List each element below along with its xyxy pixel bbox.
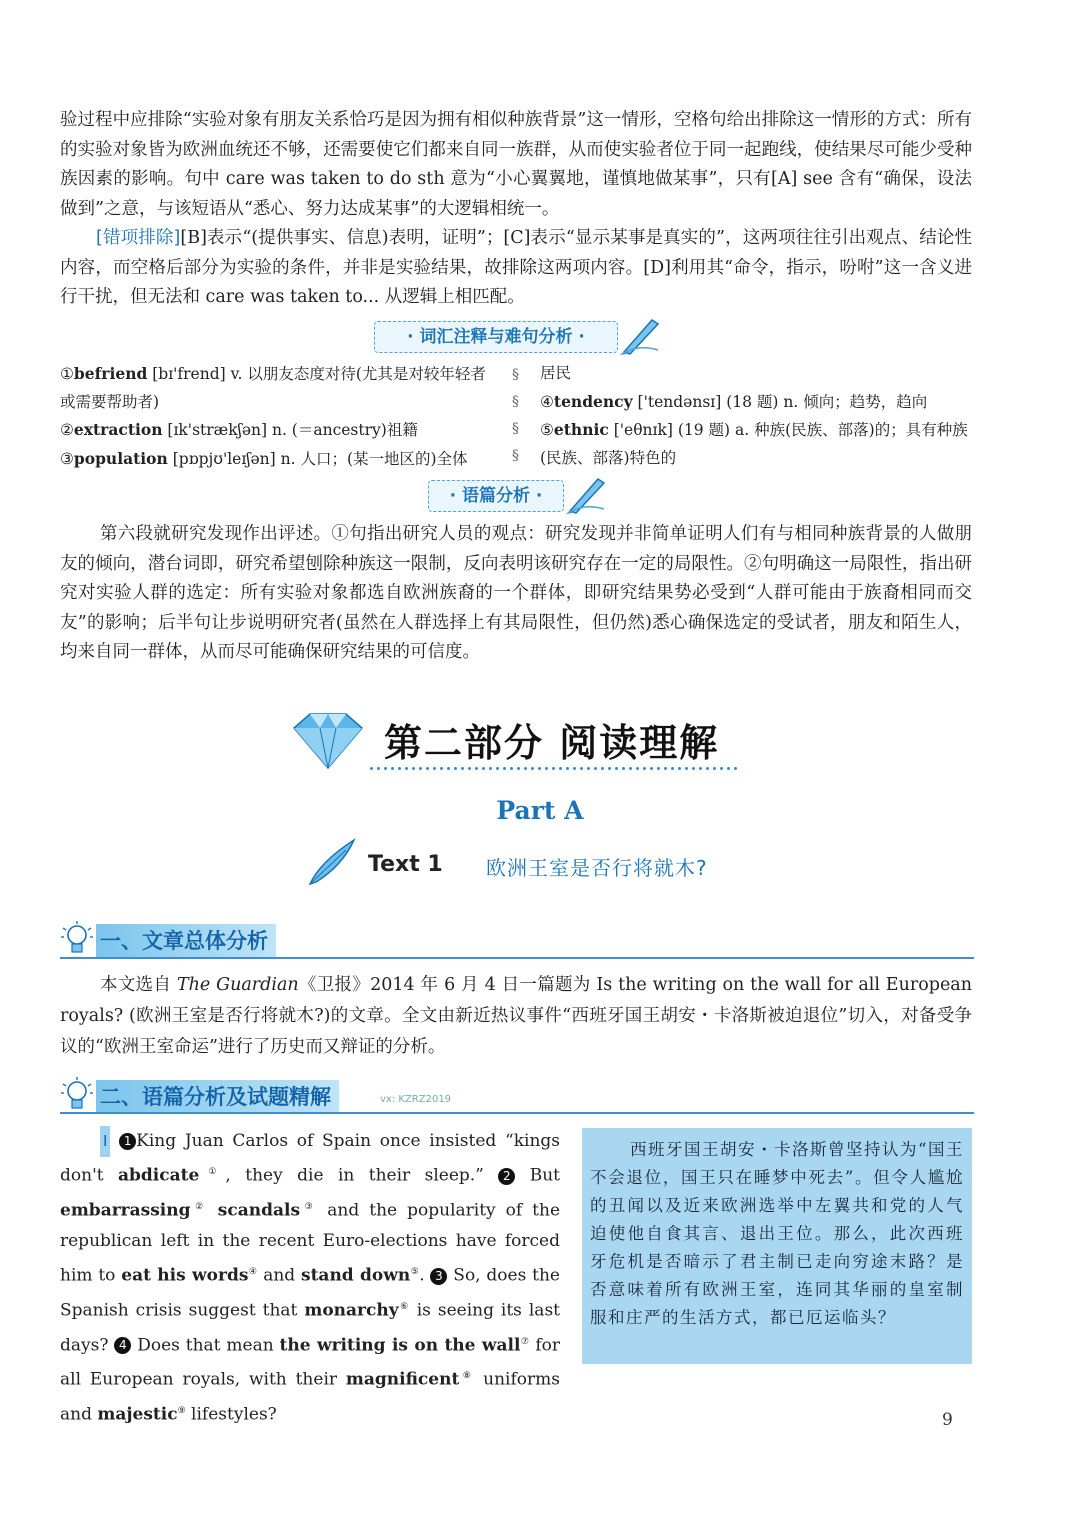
pen-icon [618,314,662,356]
section-heading-2: 二、语篇分析及试题精解 [96,1080,339,1114]
text-title: 欧洲王室是否行将就木? [486,856,708,880]
sentence-number: 2 [498,1168,515,1185]
discourse-heading: · 语篇分析 · [428,480,564,512]
intro-paragraph-2-text: [B]表示“(提供事实、信息)表明，证明”；[C]表示“显示某事是真实的”，这两项往往引出观点、结论性内容，而空格后部分为实验的条件，并非是实验结果，故排除这两项内容。[D]利用其“命令，指示，吩咐”这一含义进行干扰，但无法和 care was taken to... 从逻辑上相匹配。 [60,228,973,307]
pen-icon [564,473,608,515]
section-rule [60,1112,974,1114]
vocab-entry: ③population [pɒpjʊ'leɪʃən] n. 人口；(某一地区的)全体 [60,448,468,468]
paragraph-marker: Ⅰ [100,1126,110,1157]
section-heading-1: 一、文章总体分析 [96,924,276,958]
intro-paragraph-2 [60,224,972,313]
vocab-entry: ④tendency ['tendənsɪ] (18 题) n. 倾向；趋势，趋向 [540,391,928,411]
title-underline [368,766,740,771]
part-title: 第二部分 阅读理解 [384,721,720,765]
vocab-entry: ⑤ethnic ['eθnɪk] (19 题) a. 种族(民族、部落)的；具有种族(民族、部落)特色的 [540,420,968,467]
text-label: Text 1 [368,852,443,877]
vocab-entry: ①befriend [bɪ'frend] v. 以朋友态度对待(尤其是对较年轻者或需要帮助者) [60,364,486,411]
lightbulb-icon [60,1076,94,1114]
column-separator: § § § § [512,367,519,464]
discourse-paragraph: 第六段就研究发现作出评述。①句指出研究人员的观点：研究发现并非简单证明人们有与相同种族背景的人做朋友的倾向，潜台词即，研究希望刨除种族这一限制，反向表明该研究存在一定的局限性。②句明确这一局限性，指出研究对实验人群的选定：所有实验对象都选自欧洲族裔的一个群体，即研究结果势必受到“人群可能由于族裔相同而交友”的影响；后半句让步说明研究者(虽然在人群选择上有其局限性，但仍然)悉心确保选定的受试者，朋友和陌生人，均来自同一群体，从而尽可能确保研究结果的可信度。 [60,524,972,662]
section-1-paragraph: 本文选自 The Guardian《卫报》2014 年 6 月 4 日一篇题为 Is the writing on the wall for all European royals? (欧洲王室是否行将就木?)的文章。全文由新近热议事件“西班牙国王胡安・卡洛斯被迫退位”切入，对备受争议的“欧洲王室命运”进行了历史而又辩证的分析。 [60,975,973,1057]
translation-text: 西班牙国王胡安・卡洛斯曾坚持认为“国王不会退位，国王只在睡梦中死去”。但令人尴尬的丑闻以及近来欧洲选举中左翼共和党的人气迫使他自食其言、退出王位。那么，此次西班牙危机是否暗示了君主制已走向穷途末路？是否意味着所有欧洲王室，连同其华丽的皇室制服和庄严的生活方式，都已厄运临头？ [590,1140,964,1327]
section-rule [60,957,974,959]
sentence-number: 1 [119,1133,136,1150]
vocab-heading: · 词汇注释与难句分析 · [374,321,618,353]
page-number: 9 [942,1410,953,1430]
quill-icon [306,836,358,888]
translation-box [582,1128,972,1364]
intro-paragraph-1: 验过程中应排除“实验对象有朋友关系恰巧是因为拥有相似种族背景”这一情形，空格句给出排除这一情形的方式：所有的实验对象皆为欧洲血统还不够，还需要使它们都来自同一族群，从而使实验者位于同一起跑线，使结果尽可能少受种族因素的影响。句中 care was taken to do sth 意为“小心翼翼地，谨慎地做某事”，只有[A] see 含有“确保，设法做到”之意，与该短语从“悉心、努力达成某事”的大逻辑相统一。 [60,110,972,219]
part-subtitle: Part A [496,796,584,825]
sentence-number: 3 [430,1268,447,1285]
wrong-option-label: [错项排除] [96,228,181,248]
lightbulb-icon [60,920,94,958]
vocab-left-column [60,360,500,473]
sentence-number: 4 [114,1337,131,1354]
vocab-entry: ②extraction [ɪk'strækʃən] n. (＝ancestry)祖籍 [60,420,418,439]
diamond-icon [290,712,366,770]
vocab-entry: 居民 [540,364,572,382]
watermark-text: vx: KZRZ2019 [380,1094,452,1105]
english-passage: Ⅰ 1 King Juan Carlos of Spain once insisted “kings don't abdicate①, they die in their sleep.” 2 But embarrassing② scandals③ and the popularity of the republican left in the recent Euro-elections have forced him to eat his words④ and stand down⑤. 3 So, does the Spanish crisis suggest that monarchy⑥ is seeing its last days? 4 Does that mean the writing is on the wall⑦ for all European royals, with their magnificent⑧ uniforms and majestic⑨ lifestyles? [60,1126,560,1431]
vocab-right-column [540,360,972,472]
